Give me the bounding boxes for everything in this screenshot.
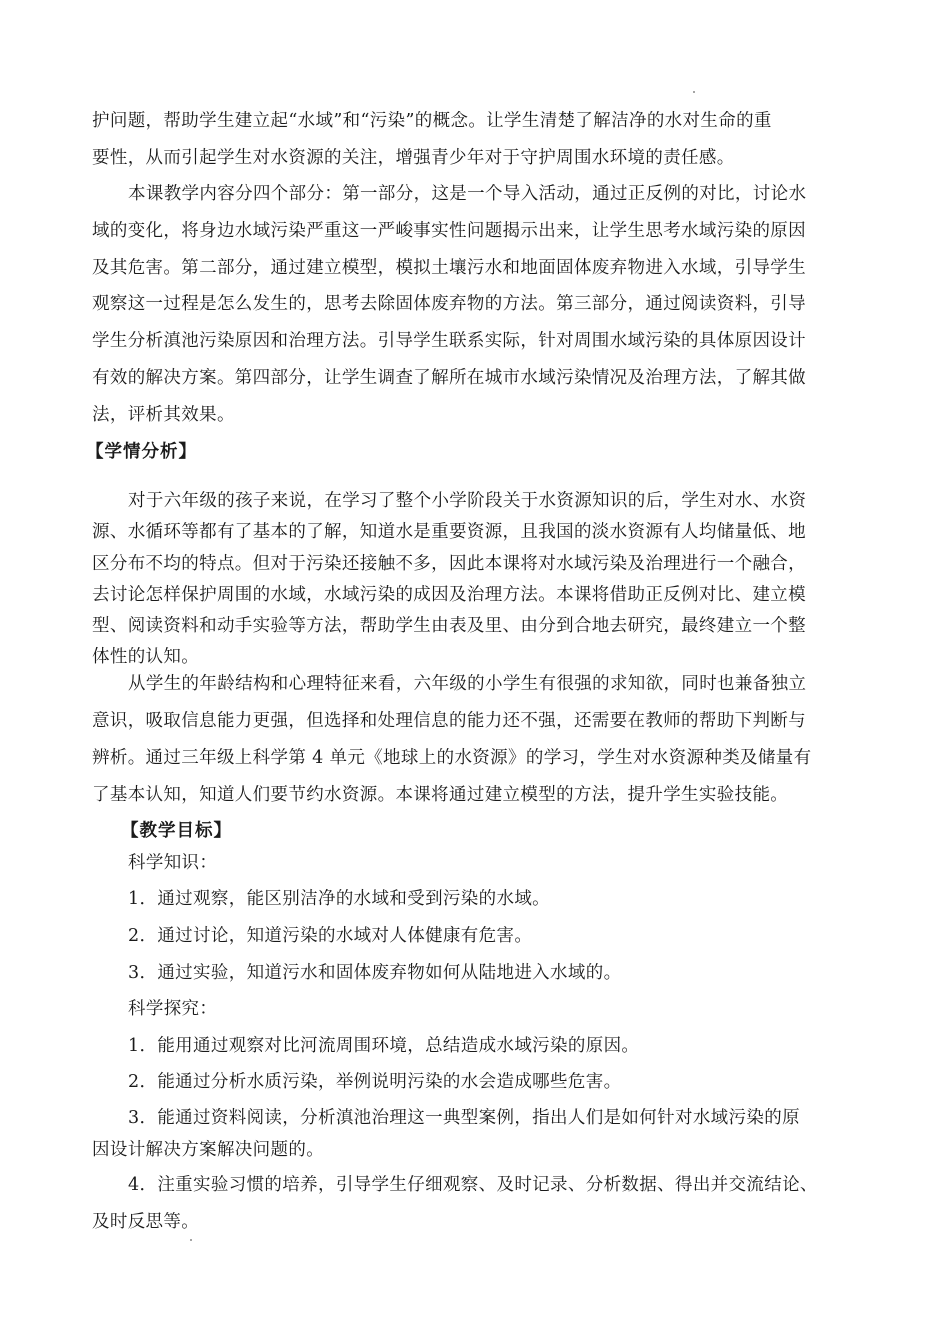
inquiry-item: 2．能通过分析水质污染，举例说明污染的水会造成哪些危害。 <box>128 1072 622 1092</box>
learning-line: 区分布不均的特点。但对于污染还接触不多，因此本课将对水域污染及治理进行一个融合， <box>92 554 806 574</box>
inquiry-label: 科学探究： <box>128 999 218 1019</box>
learning-line: 从学生的年龄结构和心理特征来看，六年级的小学生有很强的求知欲，同时也兼备独立 <box>128 674 807 694</box>
knowledge-item: 3．通过实验，知道污水和固体废弃物如何从陆地进入水域的。 <box>128 963 622 983</box>
page-speck <box>693 91 695 93</box>
learning-line: 型、阅读资料和动手实验等方法，帮助学生由表及里、由分到合地去研究，最终建立一个整 <box>92 616 806 636</box>
inquiry-item: 及时反思等。 <box>92 1212 200 1232</box>
content-line: 及其危害。第二部分，通过建立模型，模拟土壤污水和地面固体废弃物进入水域，引导学生 <box>92 258 806 278</box>
learning-line: 辨析。通过三年级上科学第 4 单元《地球上的水资源》的学习，学生对水资源种类及储量有 <box>92 748 812 768</box>
content-line: 域的变化，将身边水域污染严重这一严峻事实性问题揭示出来，让学生思考水域污染的原因 <box>92 221 806 241</box>
inquiry-item: 4．注重实验习惯的培养，引导学生仔细观察、及时记录、分析数据、得出并交流结论、 <box>128 1175 818 1195</box>
content-line: 观察这一过程是怎么发生的，思考去除固体废弃物的方法。第三部分，通过阅读资料，引导 <box>92 294 806 314</box>
intro-line: 要性，从而引起学生对水资源的关注，增强青少年对于守护周围水环境的责任感。 <box>92 148 735 168</box>
learning-line: 去讨论怎样保护周围的水域，水域污染的成因及治理方法。本课将借助正反例对比、建立模 <box>92 585 806 605</box>
heading-learning-analysis: 【学情分析】 <box>86 442 197 462</box>
inquiry-item: 因设计解决方案解决问题的。 <box>92 1140 325 1160</box>
learning-line: 体性的认知。 <box>92 647 200 667</box>
inquiry-item: 1．能用通过观察对比河流周围环境，总结造成水域污染的原因。 <box>128 1036 640 1056</box>
inquiry-item: 3．能通过资料阅读，分析滇池治理这一典型案例，指出人们是如何针对水域污染的原 <box>128 1108 800 1128</box>
learning-line: 了基本认知，知道人们要节约水资源。本课将通过建立模型的方法，提升学生实验技能。 <box>92 785 789 805</box>
content-line: 法，评析其效果。 <box>92 405 235 425</box>
heading-teaching-goals: 【教学目标】 <box>121 821 232 841</box>
knowledge-item: 2．通过讨论，知道污染的水域对人体健康有危害。 <box>128 926 533 946</box>
content-line: 有效的解决方案。第四部分，让学生调查了解所在城市水域污染情况及治理方法，了解其做 <box>92 368 806 388</box>
page-speck <box>190 1239 192 1241</box>
intro-line: 护问题，帮助学生建立起“水域”和“污染”的概念。让学生清楚了解洁净的水对生命的重 <box>92 111 772 131</box>
knowledge-label: 科学知识： <box>128 853 218 873</box>
content-line: 学生分析滇池污染原因和治理方法。引导学生联系实际，针对周围水域污染的具体原因设计 <box>92 331 806 351</box>
knowledge-item: 1．通过观察，能区别洁净的水域和受到污染的水域。 <box>128 889 551 909</box>
content-line: 本课教学内容分四个部分：第一部分，这是一个导入活动，通过正反例的对比，讨论水 <box>128 184 807 204</box>
learning-line: 对于六年级的孩子来说，在学习了整个小学阶段关于水资源知识的后，学生对水、水资 <box>128 491 807 511</box>
learning-line: 源、水循环等都有了基本的了解，知道水是重要资源，且我国的淡水资源有人均储量低、地 <box>92 522 806 542</box>
learning-line: 意识，吸取信息能力更强，但选择和处理信息的能力还不强，还需要在教师的帮助下判断与 <box>92 711 806 731</box>
